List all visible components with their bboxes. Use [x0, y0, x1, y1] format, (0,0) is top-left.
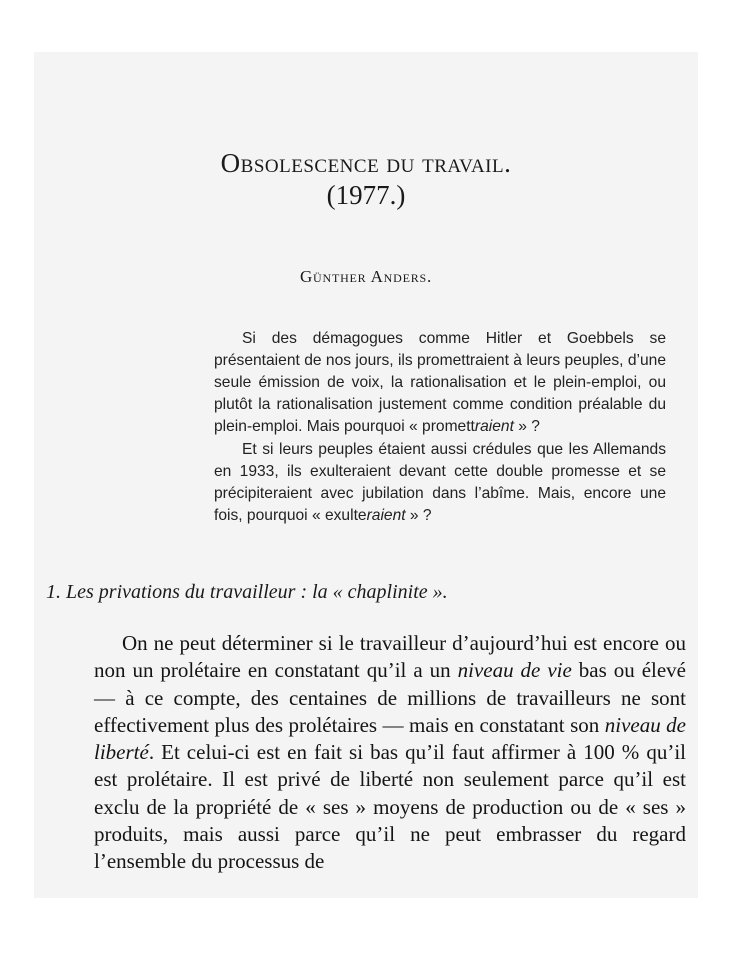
epigraph-text: » ?	[405, 507, 432, 524]
body-italic: niveau de liberté	[94, 712, 687, 765]
epigraph	[214, 328, 666, 527]
epigraph-text: Et si leurs peuples étaient aussi crédules que les Allemands en 1933, ils exulteraient devant cette double promesse et se précipiteraient avec jubilation dans l’abîme. Mais, encore une fois, pourquoi « exulte	[214, 441, 666, 524]
body-text	[94, 630, 686, 876]
author-name: Günther Anders.	[299, 267, 433, 286]
epigraph-paragraph-1	[214, 328, 666, 438]
body-text-run: bas ou élevé — à ce compte, des centaines de millions de travailleurs ne sont effectivement plus des prolétaires — mais en constatant son	[94, 658, 686, 737]
book-page	[34, 52, 698, 898]
chapter-title: Obsolescence du travail.	[220, 148, 512, 178]
epigraph-text: » ?	[513, 418, 540, 435]
epigraph-text: Si des démagogues comme Hitler et Goebbels se présentaient de nos jours, ils promettraient à leurs peuples, d’une seule émission de voix, la rationalisation et le plein-emploi, ou plutôt la rationalisation justement comme condition préalable du plein-emploi. Mais pourquoi « promett	[214, 330, 666, 435]
epigraph-paragraph-2	[214, 439, 666, 527]
body-text-run: . Et celui-ci est en fait si bas qu’il faut affirmer à 100 % qu’il est prolétaire. Il est privé de liberté non seulement parce qu’il est exclu de la propriété de « ses » moyens de production ou de « ses » produits, mais aussi parce qu’il ne peut embrasser du regard l’ensemble du processus de	[94, 740, 686, 874]
body-paragraph	[94, 630, 686, 876]
chapter-year: (1977.)	[326, 180, 406, 210]
body-italic: niveau de vie	[457, 658, 572, 683]
body-text-run: On ne peut déterminer si le travailleur d’aujourd’hui est encore ou non un prolétaire en constatant qu’il a un	[94, 631, 686, 683]
epigraph-italic: raient	[366, 507, 406, 524]
section-heading: 1. Les privations du travailleur : la « chaplinite ».	[46, 581, 448, 603]
epigraph-italic: raient	[474, 418, 514, 435]
